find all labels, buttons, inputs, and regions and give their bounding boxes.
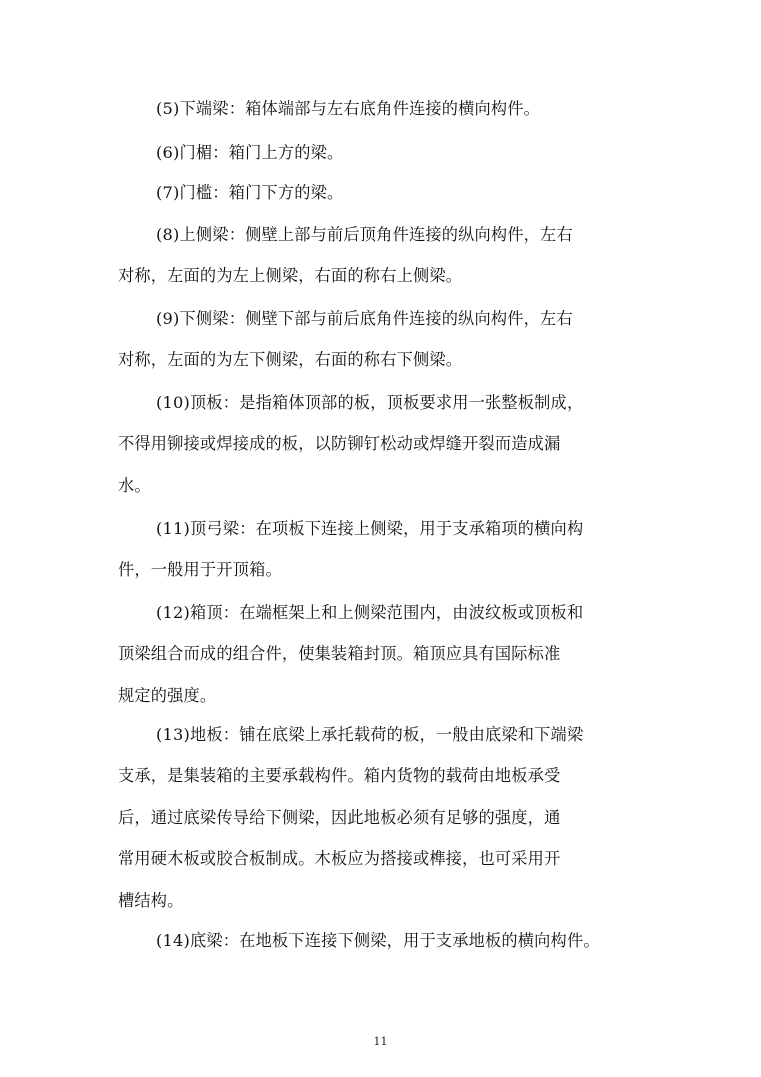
paragraph-roof-panel	[118, 382, 648, 506]
text-line: 顶梁组合而成的组合件，使集装箱封顶。箱顶应具有国际标准	[118, 644, 561, 664]
paragraph-roof-bow	[118, 508, 648, 591]
text-line: 对称，左面的为左下侧梁，右面的称右下侧梁。	[118, 350, 463, 370]
paragraph-lower-end-beam	[118, 88, 648, 129]
text-line: (10)顶板：是指箱体顶部的板，顶板要求用一张整板制成，	[156, 393, 584, 412]
text-line: (7)门槛：箱门下方的梁。	[156, 183, 344, 202]
text-line: 常用硬木板或胶合板制成。木板应为搭接或榫接，也可采用开	[118, 849, 561, 869]
text-line: (9)下侧梁：侧壁下部与前后底角件连接的纵向构件，左右	[156, 309, 573, 328]
text-line: 不得用铆接或焊接成的板，以防铆钉松动或焊缝开裂而造成漏	[118, 434, 561, 454]
paragraph-top-side-rail	[118, 214, 648, 297]
paragraph-door-header	[118, 132, 648, 173]
text-line: 件，一般用于开顶箱。	[118, 560, 282, 580]
paragraph-bottom-side-rail	[118, 298, 648, 381]
text-line: 槽结构。	[118, 890, 184, 910]
paragraph-cross-member	[118, 920, 648, 961]
paragraph-floor	[118, 714, 648, 921]
paragraph-door-sill	[118, 172, 648, 213]
text-line: 后，通过底梁传导给下侧梁，因此地板必须有足够的强度，通	[118, 807, 561, 827]
text-line: 支承，是集装箱的主要承载构件。箱内货物的载荷由地板承受	[118, 766, 561, 786]
page-number: 11	[373, 1035, 388, 1048]
text-line: (12)箱顶：在端框架上和上侧梁范围内，由波纹板或顶板和	[156, 603, 584, 622]
text-line: 规定的强度。	[118, 685, 217, 705]
text-line: 对称，左面的为左上侧梁，右面的称右上侧梁。	[118, 266, 463, 286]
paragraph-roof	[118, 592, 648, 716]
text-line: (11)顶弓梁：在项板下连接上侧梁，用于支承箱项的横向构	[156, 519, 584, 538]
text-line: 水。	[118, 475, 151, 495]
text-line: (5)下端梁：箱体端部与左右底角件连接的横向构件。	[156, 99, 541, 118]
text-line: (6)门楣：箱门上方的梁。	[156, 143, 344, 162]
text-line: (14)底梁：在地板下连接下侧梁，用于支承地板的横向构件。	[156, 931, 600, 950]
text-line: (8)上侧梁：侧壁上部与前后顶角件连接的纵向构件，左右	[156, 225, 573, 244]
text-line: (13)地板：铺在底梁上承托载荷的板，一般由底梁和下端梁	[156, 725, 584, 744]
